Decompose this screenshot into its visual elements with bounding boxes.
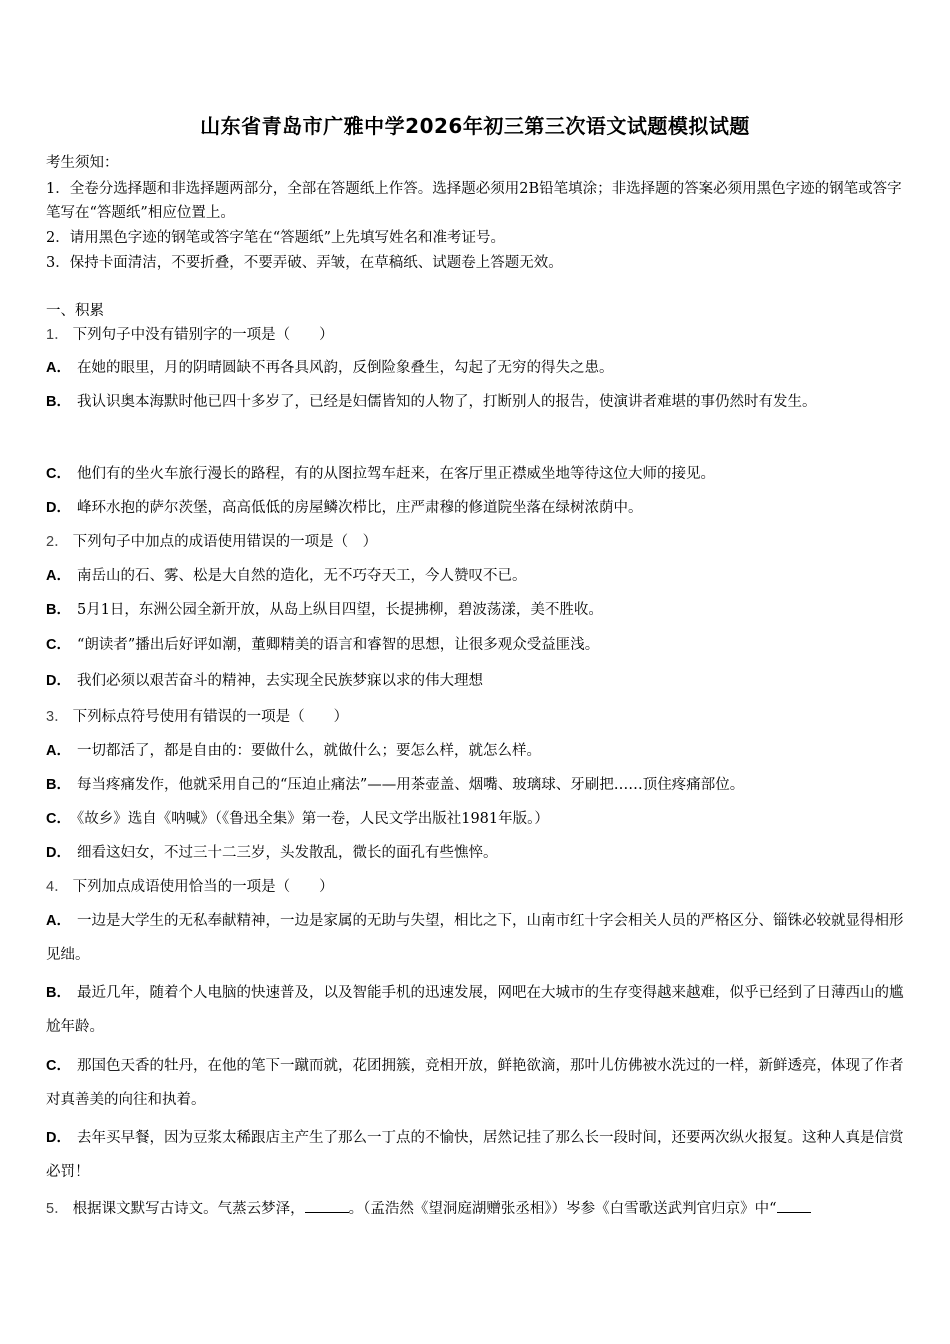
option-text: 那国色天香的牡丹，在他的笔下一蹴而就，花团拥簇，竞相开放，鲜艳欲滴，那叶儿仿佛被水洗过的一样，新鲜透亮，体现了作者对真善美的向往和执着。 [46, 1058, 904, 1108]
question-text: 下列加点成语使用恰当的一项是（ ） [72, 879, 334, 895]
option-label: C． [46, 811, 71, 827]
option [46, 497, 906, 520]
option-label: A． [46, 913, 71, 929]
option-label: D． [46, 673, 71, 689]
option [46, 1049, 906, 1117]
question-text: 下列标点符号使用有错误的一项是（ ） [72, 709, 349, 725]
option-text: 他们有的坐火车旅行漫长的路程，有的从图拉驾车赶来，在客厅里正襟威坐地等待这位大师的接见。 [76, 466, 715, 482]
question-stem [46, 531, 906, 554]
option [46, 808, 906, 831]
option [46, 385, 906, 419]
option-text: 一边是大学生的无私奉献精神，一边是家属的无助与失望，相比之下，山南市红十字会相关人员的严格区分、锱铢必较就显得相形见绌。 [46, 913, 904, 963]
option [46, 740, 906, 763]
option-label: B． [46, 985, 71, 1001]
option-label: D． [46, 1130, 71, 1146]
option-label: B． [46, 394, 71, 410]
option-label: B． [46, 777, 71, 793]
option-label: D． [46, 845, 71, 861]
option [46, 1121, 906, 1189]
option [46, 599, 906, 622]
question-stem [46, 706, 906, 729]
question-number: 4． [46, 879, 69, 895]
fill-blank[interactable] [305, 1198, 349, 1213]
option-text: 在她的眼里，月的阴晴圆缺不再各具风韵，反倒险象叠生，勾起了无穷的得失之患。 [76, 360, 614, 376]
question-text-tail: 。（孟浩然《望洞庭湖赠张丞相》）岑参《白雪歌送武判官归京》中“ [348, 1201, 777, 1217]
question-number: 1． [46, 327, 69, 343]
option-text: 去年买早餐，因为豆浆太稀跟店主产生了那么一丁点的不愉快，居然记挂了那么长一段时间，还要两次纵火报复。这种人真是信赏必罚！ [46, 1130, 904, 1180]
option-text: “朗读者”播出后好评如潮，董卿精美的语言和睿智的思想，让很多观众受益匪浅。 [76, 637, 600, 653]
option [46, 357, 906, 380]
option-text: 最近几年，随着个人电脑的快速普及，以及智能手机的迅速发展，网吧在大城市的生存变得越来越难，似乎已经到了日薄西山的尴尬年龄。 [46, 985, 904, 1035]
option-text: 细看这妇女，不过三十二三岁，头发散乱，微长的面孔有些憔悴。 [76, 845, 498, 861]
option-label: A． [46, 568, 71, 584]
notice-item: 3．保持卡面清洁，不要折叠，不要弄破、弄皱，在草稿纸、试题卷上答题无效。 [46, 255, 563, 271]
question-number: 5． [46, 1201, 69, 1217]
option-label: A． [46, 360, 71, 376]
option-text: 《故乡》选自《呐喊》（《鲁迅全集》第一卷，人民文学出版社1981年版。） [76, 811, 549, 827]
option-label: C． [46, 637, 71, 653]
option [46, 634, 906, 657]
option-text: 一切都活了，都是自由的：要做什么，就做什么；要怎么样，就怎么样。 [76, 743, 541, 759]
option-label: D． [46, 500, 71, 516]
option [46, 565, 906, 588]
question-number: 2． [46, 534, 69, 550]
question-number: 3． [46, 709, 69, 725]
question-text: 下列句子中没有错别字的一项是（ ） [72, 327, 334, 343]
option [46, 904, 906, 972]
option [46, 976, 906, 1044]
option [46, 842, 906, 865]
option-text: 峰环水抱的萨尔茨堡，高高低低的房屋鳞次栉比，庄严肃穆的修道院坐落在绿树浓荫中。 [76, 500, 643, 516]
question-text: 下列句子中加点的成语使用错误的一项是（ ） [72, 534, 378, 550]
option [46, 774, 906, 797]
notice-item: 1．全卷分选择题和非选择题两部分，全部在答题纸上作答。选择题必须用2B铅笔填涂；非选择题的答案必须用黑色字迹的钢笔或答字笔写在“答题纸”相应位置上。 [46, 181, 902, 221]
question-stem [46, 1198, 906, 1221]
option-text: 每当疼痛发作，他就采用自己的“压迫止痛法”——用茶壶盖、烟嘴、玻璃球、牙刷把……顶住疼痛部位。 [76, 777, 745, 793]
option-label: C． [46, 1058, 71, 1074]
question-stem [46, 324, 906, 347]
option [46, 463, 906, 486]
option-label: A． [46, 743, 71, 759]
page-title: 山东省青岛市广雅中学2026年初三第三次语文试题模拟试题 [200, 114, 750, 138]
option-label: C． [46, 466, 71, 482]
option-text: 我们必须以艰苦奋斗的精神，去实现全民族梦寐以求的伟大理想 [76, 673, 483, 689]
notice-heading: 考生须知： [46, 155, 119, 171]
option-text: 南岳山的石、雾、松是大自然的造化，无不巧夺天工，今人赞叹不已。 [76, 568, 527, 584]
option-label: B． [46, 602, 71, 618]
option-text: 我认识奥本海默时他已四十多岁了，已经是妇儒皆知的人物了，打断别人的报告，使演讲者难堪的事仍然时有发生。 [76, 394, 817, 410]
notice-item: 2．请用黑色字迹的钢笔或答字笔在“答题纸”上先填写姓名和准考证号。 [46, 230, 506, 246]
option-text: 5月1日，东洲公园全新开放，从岛上纵目四望，长提拂柳，碧波荡漾，美不胜收。 [76, 602, 603, 618]
question-text: 根据课文默写古诗文。气蒸云梦泽， [72, 1201, 305, 1217]
section-heading: 一、积累 [46, 303, 104, 319]
fill-blank[interactable] [777, 1198, 811, 1213]
option [46, 670, 906, 693]
question-stem [46, 876, 906, 899]
